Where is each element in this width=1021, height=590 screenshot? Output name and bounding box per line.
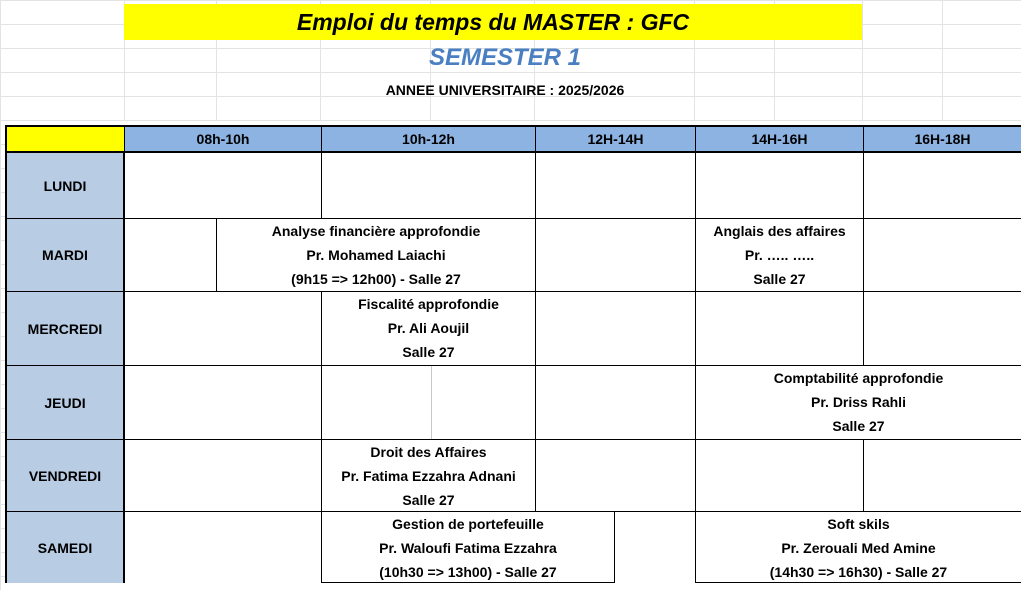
course-cell <box>696 512 1021 583</box>
course-room: (9h15 => 12h00) - Salle 27 <box>291 271 461 287</box>
course-title: Soft skils <box>827 516 890 532</box>
course-professor: Pr. Ali Aoujil <box>387 320 470 336</box>
course-room: (14h30 => 16h30) - Salle 27 <box>769 564 948 580</box>
course-cell <box>217 219 536 292</box>
day-label: SAMEDI <box>7 512 125 583</box>
course-room: Salle 27 <box>832 418 885 434</box>
day-label: MARDI <box>7 219 125 292</box>
day-label: MERCREDI <box>7 292 125 366</box>
timeslot-header: 10h-12h <box>322 127 536 153</box>
empty-cell <box>125 292 322 366</box>
corner-cell <box>7 127 125 153</box>
course-title: Fiscalité approfondie <box>358 296 499 312</box>
empty-cell <box>696 440 864 512</box>
course-professor: Pr. Driss Rahli <box>811 394 906 410</box>
course-room: (10h30 => 13h00) - Salle 27 <box>379 564 557 580</box>
course-cell <box>322 440 536 512</box>
timeslot-header: 12H-14H <box>536 127 696 153</box>
empty-cell <box>125 153 322 219</box>
gridline <box>431 366 432 439</box>
empty-cell <box>536 219 696 292</box>
day-label: VENDREDI <box>7 440 125 512</box>
empty-cell <box>536 440 696 512</box>
empty-cell <box>536 292 696 366</box>
empty-cell <box>864 440 1021 512</box>
course-title: Comptabilité approfondie <box>773 370 944 386</box>
timeslot-header: 16H-18H <box>864 127 1021 153</box>
course-title: Droit des Affaires <box>370 444 487 460</box>
empty-cell <box>125 512 322 583</box>
empty-cell <box>536 366 696 440</box>
course-professor: Pr. Mohamed Laiachi <box>306 247 446 263</box>
course-cell <box>696 366 1021 440</box>
day-label: LUNDI <box>7 153 125 219</box>
timeslot-header: 14H-16H <box>696 127 864 153</box>
course-room: Salle 27 <box>402 344 455 360</box>
timetable-grid <box>5 125 1021 583</box>
course-professor: Pr. Fatima Ezzahra Adnani <box>341 468 516 484</box>
empty-cell <box>864 292 1021 366</box>
empty-cell <box>125 440 322 512</box>
course-professor: Pr. ….. ….. <box>744 247 815 263</box>
empty-cell <box>125 366 322 440</box>
empty-cell <box>864 219 1021 292</box>
empty-cell <box>696 153 864 219</box>
empty-cell <box>615 512 696 583</box>
course-room: Salle 27 <box>753 271 806 287</box>
course-title: Anglais des affaires <box>713 223 846 239</box>
timeslot-header: 08h-10h <box>125 127 322 153</box>
empty-cell <box>536 153 696 219</box>
course-title: Analyse financière approfondie <box>271 223 481 239</box>
course-professor: Pr. Zerouali Med Amine <box>781 540 936 556</box>
course-cell <box>696 219 864 292</box>
day-label: JEUDI <box>7 366 125 440</box>
empty-cell <box>125 219 217 292</box>
page-title: Emploi du temps du MASTER : GFC <box>124 4 862 40</box>
empty-cell <box>864 153 1021 219</box>
course-cell <box>322 292 536 366</box>
empty-cell <box>696 292 864 366</box>
academic-year-label: ANNEE UNIVERSITAIRE : 2025/2026 <box>385 82 625 98</box>
course-professor: Pr. Waloufi Fatima Ezzahra <box>379 540 557 556</box>
course-room: Salle 27 <box>402 492 455 508</box>
empty-cell <box>322 366 536 440</box>
course-cell <box>322 512 615 583</box>
semester-label: SEMESTER 1 <box>428 44 582 71</box>
empty-cell <box>322 153 536 219</box>
course-title: Gestion de portefeuille <box>392 516 544 532</box>
